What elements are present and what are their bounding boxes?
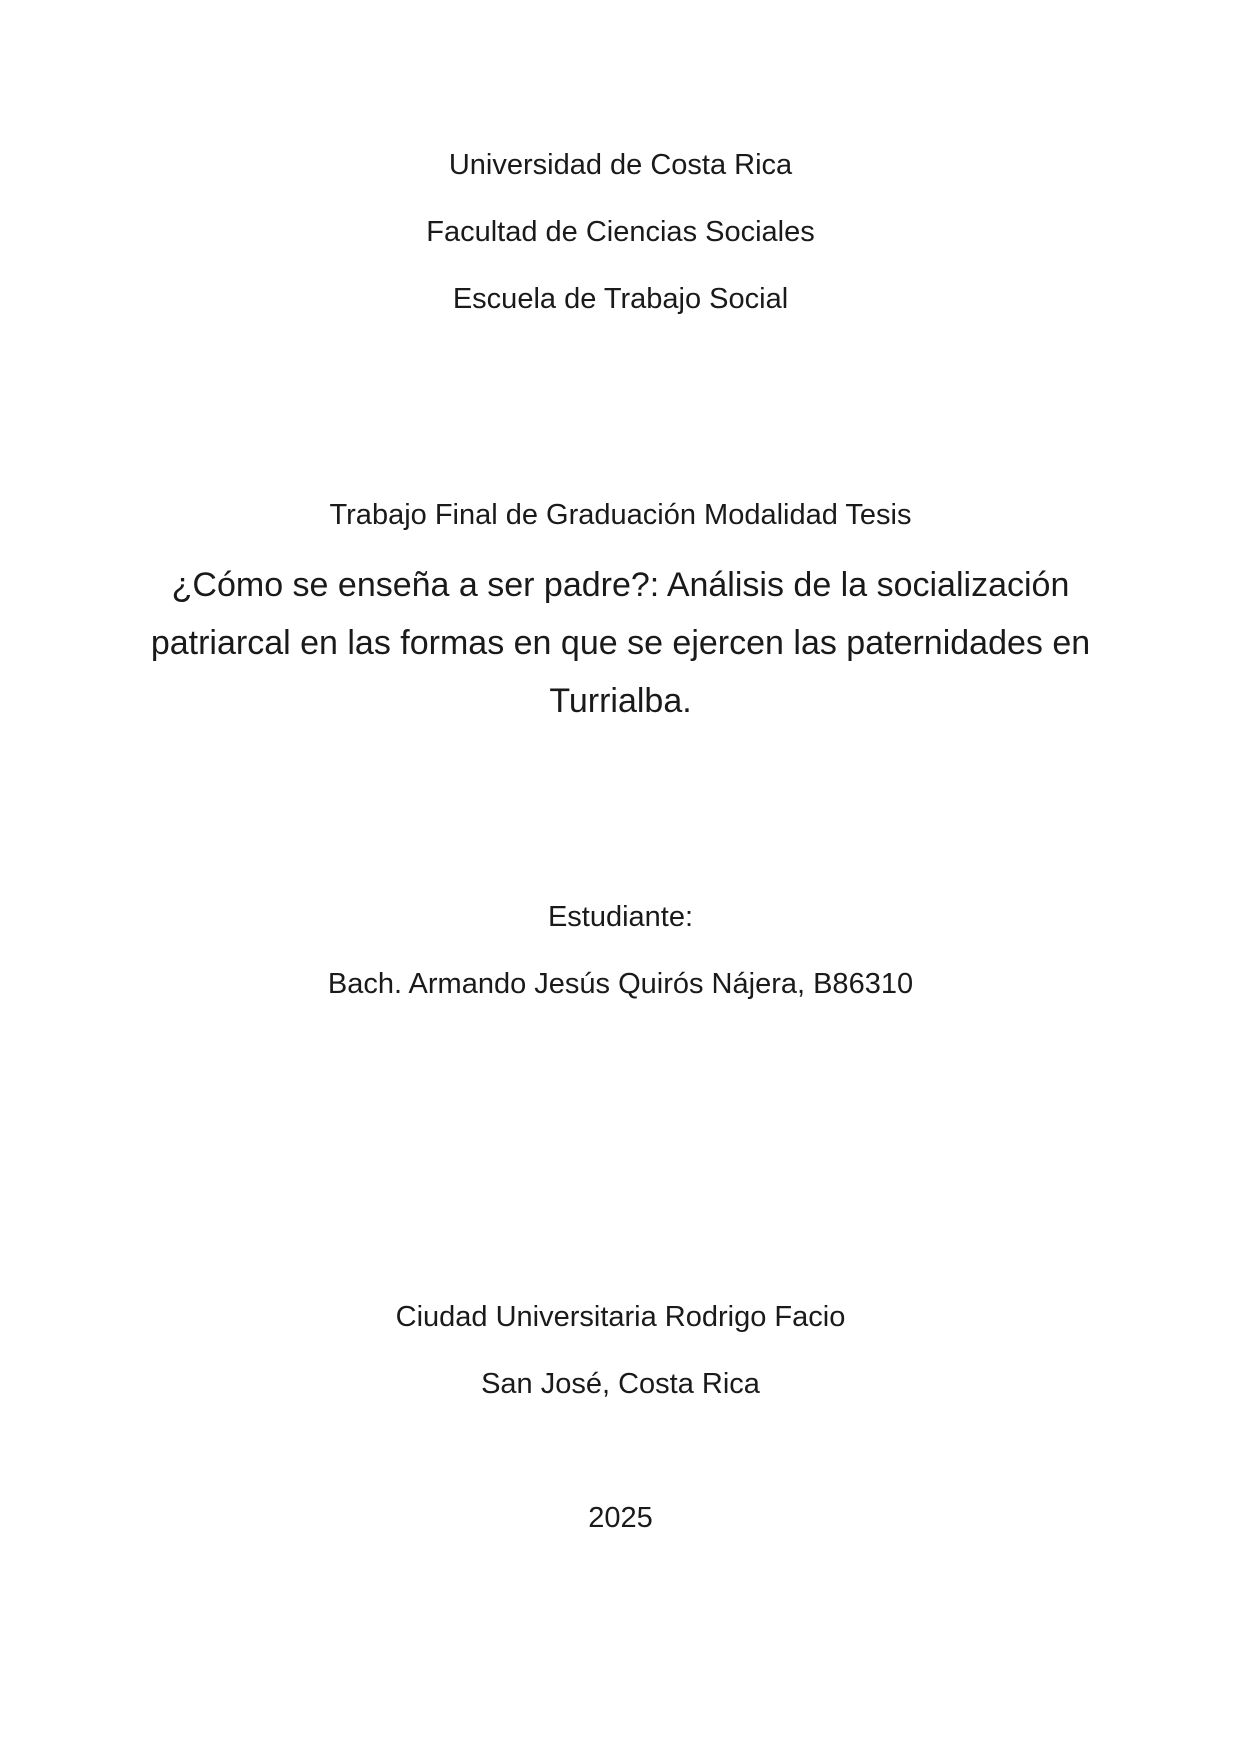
year: 2025 (588, 1502, 653, 1534)
student-label: Estudiante: (547, 901, 694, 933)
thesis-title-line-2: patriarcal en las formas en que se ejercen las paternidades en (150, 624, 1091, 662)
campus-name: Ciudad Universitaria Rodrigo Facio (395, 1301, 846, 1333)
school-name: Escuela de Trabajo Social (452, 283, 789, 315)
faculty-name: Facultad de Ciencias Sociales (426, 216, 815, 248)
location: San José, Costa Rica (481, 1368, 760, 1400)
student-name: Bach. Armando Jesús Quirós Nájera, B86310 (327, 968, 914, 1000)
thesis-modality: Trabajo Final de Graduación Modalidad Tesis (329, 499, 912, 531)
thesis-title-line-1: ¿Cómo se enseña a ser padre?: Análisis de la socialización (171, 566, 1070, 604)
thesis-title-line-3: Turrialba. (549, 682, 692, 720)
university-name: Universidad de Costa Rica (448, 149, 793, 181)
